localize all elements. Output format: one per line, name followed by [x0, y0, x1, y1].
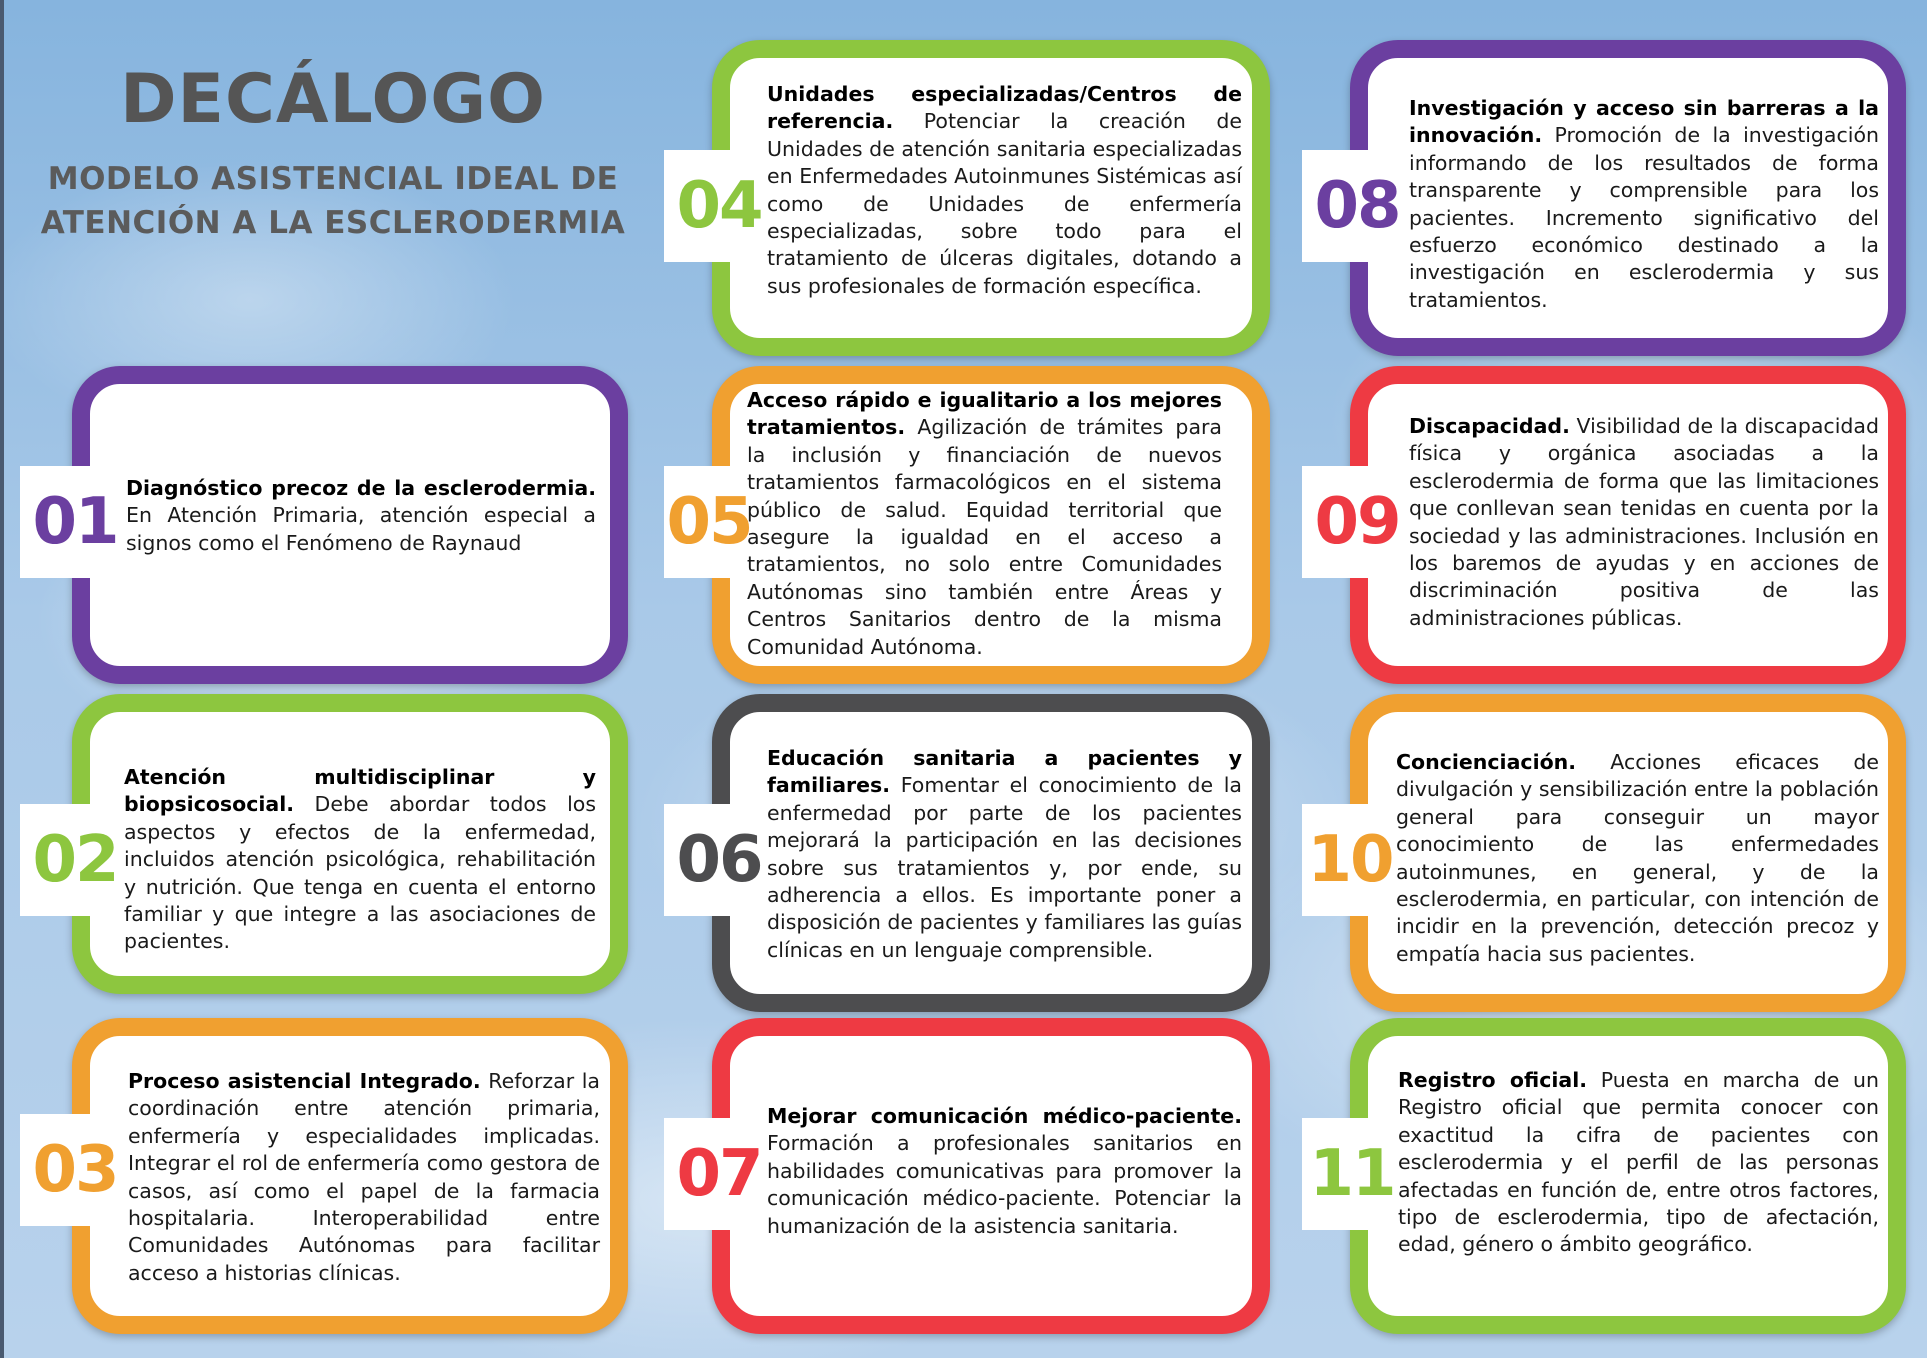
card-08-heading: Investigación y acceso sin barreras a la innovación.: [1409, 96, 1879, 148]
number-02: 02: [20, 804, 130, 916]
card-10-text: [1396, 749, 1879, 968]
page-title: DECÁLOGO: [120, 60, 546, 139]
card-09-text: [1409, 413, 1879, 632]
card-04-heading: Unidades especializadas/Centros de referencia.: [767, 82, 1242, 134]
card-06-text: [767, 745, 1242, 964]
number-08: 08: [1302, 150, 1412, 262]
card-02-body: Debe abordar todos los aspectos y efectos de la enfermedad, incluidos atención psicológica, rehabilitación y nutrición. Que tenga en cuenta el entorno familiar y que integre a las asociaciones de pacientes.: [124, 792, 596, 954]
card-01-body: En Atención Primaria, atención especial a signos como el Fenómeno de Raynaud: [126, 503, 596, 555]
card-08-text: [1409, 95, 1879, 314]
card-09-heading: Discapacidad.: [1409, 414, 1570, 438]
number-05: 05: [664, 466, 754, 578]
page-subtitle: [38, 157, 628, 245]
card-09-body: Visibilidad de la discapacidad física y orgánica asociadas a la esclerodermia de forma que las limitaciones que conllevan sean tenidas en cuenta por la sociedad y las administraciones. Inclusión en los baremos de ayudas y en acciones de discriminación positiva de las administraciones públicas.: [1409, 414, 1879, 630]
card-07-heading: Mejorar comunicación médico-paciente.: [767, 1104, 1242, 1128]
subtitle-line-2: ATENCIÓN A LA ESCLERODERMIA: [40, 205, 626, 241]
card-10-body: Acciones eficaces de divulgación y sensibilización entre la población general para conseguir un mayor conocimiento de las enfermedades autoinmunes, en general, y de la esclerodermia, en particular, con intención de incidir en la prevención, detección precoz y empatía hacia sus pacientes.: [1396, 750, 1879, 966]
number-01: 01: [20, 466, 130, 578]
card-03-text: [128, 1068, 600, 1287]
card-05-body: Agilización de trámites para la inclusión y financiación de nuevos tratamientos farmacológicos en el sistema público de salud. Equidad territorial que asegure la igualdad en el acceso a tratamientos, no solo entre Comunidades Autónomas sino también entre Áreas y Centros Sanitarios dentro de la misma Comunidad Autónoma.: [747, 415, 1222, 659]
card-10-heading: Concienciación.: [1396, 750, 1577, 774]
subtitle-line-1: MODELO ASISTENCIAL IDEAL DE: [47, 161, 619, 197]
card-01-text: [126, 475, 596, 557]
number-07: 07: [664, 1118, 774, 1230]
card-08-body: Promoción de la investigación informando de los resultados de forma transparente y comprensible para los pacientes. Incremento significativo del esfuerzo económico destinado a la investigación en esclerodermia y sus tratamientos.: [1409, 123, 1879, 312]
card-05-heading: Acceso rápido e igualitario a los mejores tratamientos.: [747, 388, 1222, 440]
card-04-text: [767, 81, 1242, 300]
number-04: 04: [664, 150, 774, 262]
number-10: 10: [1302, 804, 1398, 916]
left-edge-bar: [0, 0, 4, 1358]
card-11-body: Puesta en marcha de un Registro oficial que permita conocer con exactitud la cifra de pacientes con esclerodermia y el perfil de las personas afectadas en función de, entre otros factores, tipo de esclerodermia, tipo de afectación, edad, género o ámbito geográfico.: [1398, 1068, 1880, 1257]
card-03-heading: Proceso asistencial Integrado.: [128, 1069, 481, 1093]
card-01-heading: Diagnóstico precoz de la esclerodermia.: [126, 476, 596, 500]
card-06-heading: Educación sanitaria a pacientes y familiares.: [767, 746, 1242, 798]
card-06-body: Fomentar el conocimiento de la enfermedad por parte de los pacientes mejorará la participación en las decisiones sobre sus tratamientos y, por ende, su adherencia a ellos. Es importante poner a disposición de pacientes y familiares las guías clínicas en un lenguaje comprensible.: [767, 773, 1242, 962]
card-11-heading: Registro oficial.: [1398, 1068, 1588, 1092]
card-02-text: [124, 764, 596, 956]
card-11-text: [1398, 1067, 1879, 1259]
card-05-text: [747, 387, 1222, 661]
number-11: 11: [1302, 1118, 1402, 1230]
number-09: 09: [1302, 466, 1412, 578]
number-06: 06: [664, 804, 774, 916]
card-02-heading: Atención multidisciplinar y biopsicosocial.: [124, 765, 596, 817]
header: [38, 55, 628, 245]
card-07-body: Formación a profesionales sanitarios en habilidades comunicativas para promover la comunicación médico-paciente. Potenciar la humanización de la asistencia sanitaria.: [767, 1131, 1242, 1238]
card-03-body: Reforzar la coordinación entre atención primaria, enfermería y especialidades implicadas. Integrar el rol de enfermería como gestora de casos, así como el papel de la farmacia hospitalaria. Interoperabilidad entre Comunidades Autónomas para facilitar acceso a historias clínicas.: [128, 1069, 600, 1285]
card-07-text: [767, 1103, 1242, 1240]
number-03: 03: [20, 1114, 130, 1226]
card-04-body: Potenciar la creación de Unidades de atención sanitaria especializadas en Enfermedades Autoinmunes Sistémicas así como de Unidades de enfermería especializadas, sobre todo para el tratamiento de úlceras digitales, dotando a sus profesionales de formación específica.: [767, 109, 1242, 298]
